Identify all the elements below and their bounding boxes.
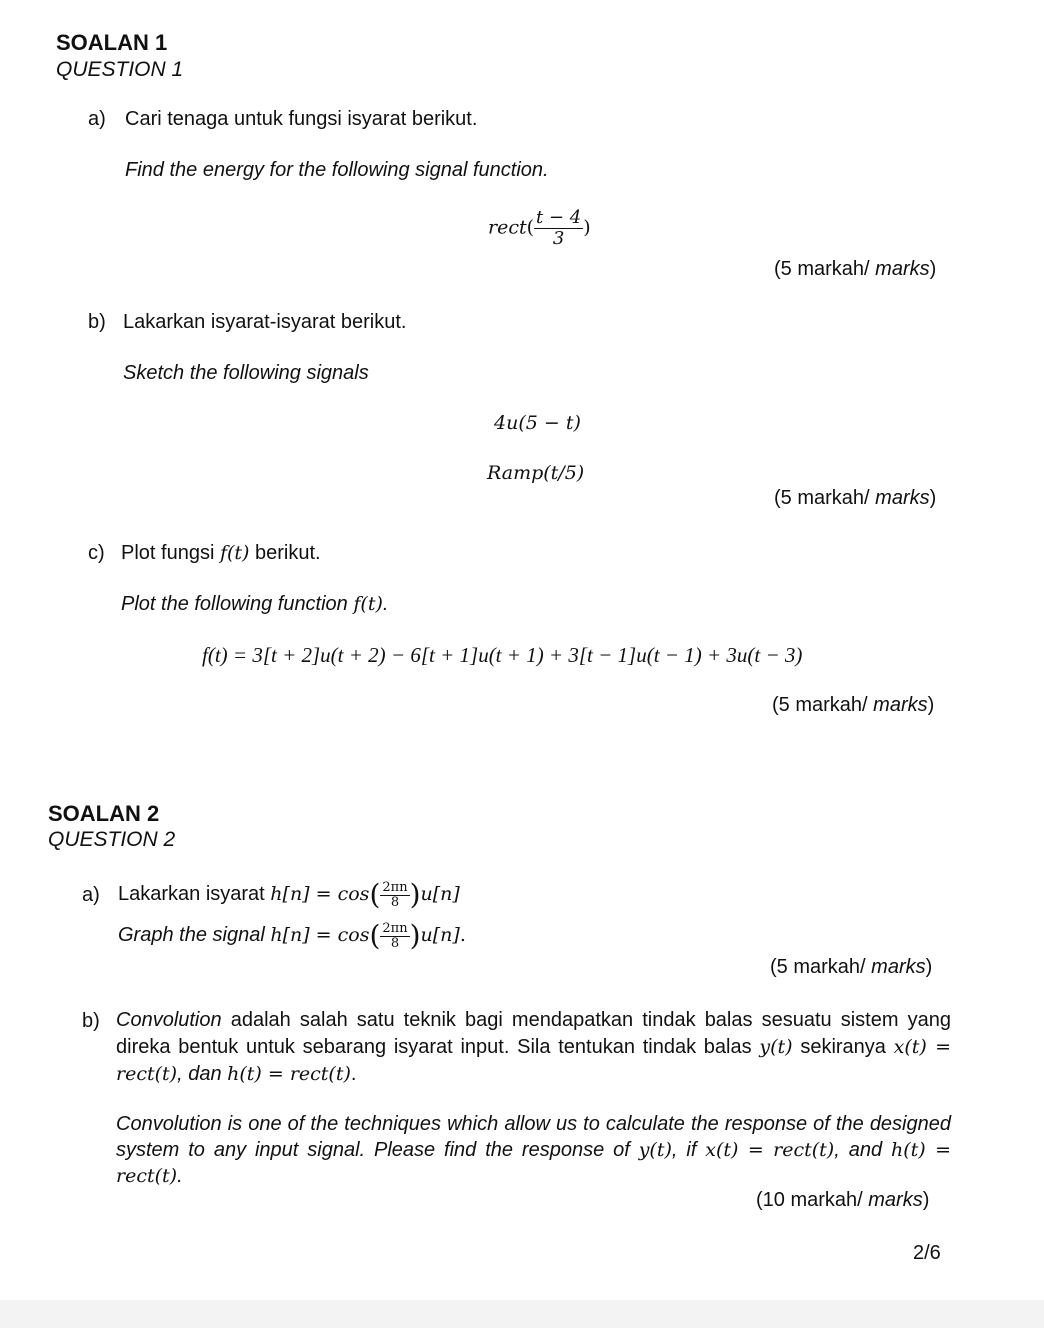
q2a-sig-den-ms: 8 <box>390 894 400 910</box>
q2b-h-en: h(t) = rect(t) <box>116 1139 951 1187</box>
q2b-marks-close: ) <box>922 1189 930 1211</box>
q1-heading-en: QUESTION 1 <box>56 58 184 81</box>
q1c-func-en: f(t) <box>353 593 383 615</box>
q2a-marks-en: marks <box>871 956 926 978</box>
q1b-text-en: Sketch the following signals <box>123 362 369 384</box>
q2a-signal-ms: h[n] = cos( $\frac{2\pi n}{8}$ )u[n] <box>270 878 460 911</box>
q1a-marks-ms: (5 markah/ <box>774 258 876 280</box>
q2-heading-en: QUESTION 2 <box>48 828 176 851</box>
q2b-marks <box>756 1189 929 1212</box>
q2b-end-ms: . <box>350 1063 357 1085</box>
q1a-marks-en: marks <box>875 258 930 280</box>
q1c-marks-en: marks <box>873 694 928 716</box>
q2a-text-ms: Lakarkan isyarat <box>118 883 271 905</box>
q1c-text-ms-pre: Plot fungsi <box>121 542 220 564</box>
q1a-text-ms: Cari tenaga untuk fungsi isyarat berikut. <box>125 108 478 130</box>
q1c-text-ms <box>121 542 321 565</box>
q1c-formula: f(t) = 3[t + 2]u(t + 2) − 6[t + 1]u(t + 1) + 3[t − 1]u(t − 1) + 3u(t − 3) <box>202 643 803 667</box>
q1c-text-en-post: . <box>382 593 389 615</box>
q2a-marks <box>770 956 932 979</box>
q1a-text-en: Find the energy for the following signal function. <box>125 159 549 181</box>
q1c-marks-close: ) <box>927 694 935 716</box>
q2a-line-en <box>118 916 466 955</box>
q2a-fraction-ms <box>380 881 409 910</box>
q1a-letter: a) <box>88 108 106 130</box>
q2b-text-en: Convolution is one of the techniques which allow us to calculate the response of the designed system to any input signal. Please find the response of <box>116 1113 951 1161</box>
q1a-marks <box>774 258 936 281</box>
q2b-h-ms: h(t) = rect(t) <box>227 1063 351 1085</box>
q2a-marks-close: ) <box>925 956 933 978</box>
q2b-paragraph-en <box>116 1111 951 1189</box>
q1b-expr-2: Ramp(t/5) <box>487 462 585 484</box>
q2a-marks-ms: (5 markah/ <box>770 956 872 978</box>
q2b-x-ms: x(t) = rect(t) <box>116 1036 951 1085</box>
q2b-end-en: . <box>177 1165 183 1187</box>
q2b-term-convolution: Convolution <box>116 1009 222 1031</box>
q2a-letter: a) <box>82 884 100 906</box>
q2a-text-en: Graph the signal <box>118 924 271 946</box>
q1c-text-ms-post: berikut. <box>249 542 321 564</box>
q1c-text-en-pre: Plot the following function <box>121 593 354 615</box>
q1b-marks <box>774 487 936 510</box>
q1a-expr-den: 3 <box>552 228 565 249</box>
q2a-sig-lhs-en: h[n] = cos <box>270 924 370 946</box>
q1-heading-ms: SOALAN 1 <box>56 30 168 55</box>
q1a-fraction <box>534 208 583 249</box>
q2b-y-en: y(t) <box>638 1139 672 1161</box>
q1b-marks-close: ) <box>929 487 937 509</box>
q1b-text-ms: Lakarkan isyarat-isyarat berikut. <box>123 311 407 333</box>
q2b-and-en: , and <box>834 1139 891 1161</box>
q2b-marks-ms: (10 markah/ <box>756 1189 869 1211</box>
q2a-sig-num-en: 2πn <box>382 920 408 936</box>
q1a-expr-fn: rect <box>488 216 527 239</box>
q1c-func-ms: f(t) <box>219 542 250 564</box>
q2a-sig-rhs-ms: u[n] <box>420 883 460 905</box>
q2a-sig-rhs-en: u[n] <box>420 924 460 946</box>
q2b-y-ms: y(t) <box>759 1036 793 1058</box>
q2a-sig-end-en: . <box>459 924 466 946</box>
q1a-expr-num: t − 4 <box>536 207 582 228</box>
q1b-marks-ms: (5 markah/ <box>774 487 876 509</box>
page-number: 2/6 <box>913 1242 941 1264</box>
q2a-sig-den-en: 8 <box>390 935 400 951</box>
q1c-marks <box>772 694 934 717</box>
q1b-marks-en: marks <box>875 487 930 509</box>
q2-heading-ms: SOALAN 2 <box>48 801 160 826</box>
q1b-letter: b) <box>88 311 106 333</box>
q2a-sig-num-ms: 2πn <box>382 879 408 895</box>
q2b-mid-ms: sekiranya <box>792 1036 894 1058</box>
q1c-letter: c) <box>88 542 105 564</box>
q1c-text-en <box>121 593 388 616</box>
q1b-expr-1: 4u(5 − t) <box>494 412 581 434</box>
page-bottom-margin <box>0 1300 1044 1328</box>
q2b-letter: b) <box>82 1010 100 1032</box>
q2b-x-en: x(t) = rect(t) <box>705 1139 835 1161</box>
q2b-if-en: , if <box>671 1139 706 1161</box>
q2a-line-ms <box>118 874 460 915</box>
q1a-expression: rect( $\frac{t - 4}{3}$ ) <box>488 207 591 249</box>
q2a-signal-en: h[n] = cos( $\frac{2\pi n}{8}$ )u[n]. <box>270 919 466 952</box>
q2b-dan-ms: , dan <box>177 1063 228 1085</box>
q2b-marks-en: marks <box>868 1189 923 1211</box>
q2a-sig-lhs-ms: h[n] = cos <box>270 883 370 905</box>
q1a-marks-close: ) <box>929 258 937 280</box>
q1c-marks-ms: (5 markah/ <box>772 694 874 716</box>
q2a-fraction-en <box>380 922 409 951</box>
q2b-paragraph-ms <box>116 1007 951 1088</box>
q2b-text-ms: adalah salah satu teknik bagi mendapatkan tindak balas sesuatu sistem yang direka bentuk untuk sebarang isyarat input. Sila tentukan tindak balas <box>116 1009 951 1058</box>
